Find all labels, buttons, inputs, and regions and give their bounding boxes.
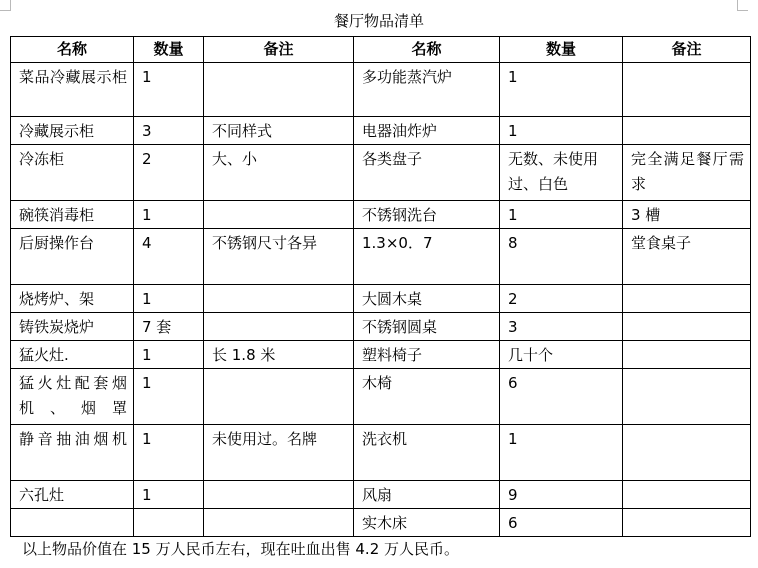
item-name: 塑料椅子 <box>354 341 500 369</box>
table-row <box>11 117 751 145</box>
item-note: 3 槽 <box>623 201 751 229</box>
item-name: 铸铁炭烧炉 <box>11 313 134 341</box>
item-quantity: 1 <box>134 201 204 229</box>
item-name: 碗筷消毒柜 <box>11 201 134 229</box>
item-quantity: 1 <box>134 63 204 117</box>
item-quantity: 9 <box>500 481 623 509</box>
item-note <box>204 313 354 341</box>
table-header-row <box>11 37 751 63</box>
item-name: 冷藏展示柜 <box>11 117 134 145</box>
inventory-table <box>10 36 751 537</box>
table-row <box>11 229 751 285</box>
item-note: 不同样式 <box>204 117 354 145</box>
item-name: 1.3×0．7 <box>354 229 500 285</box>
item-name: 洗衣机 <box>354 425 500 481</box>
item-quantity: 1 <box>500 63 623 117</box>
table-row <box>11 285 751 313</box>
item-quantity: 1 <box>500 117 623 145</box>
item-quantity: 4 <box>134 229 204 285</box>
item-note: 不锈钢尺寸各异 <box>204 229 354 285</box>
item-quantity: 1 <box>134 369 204 425</box>
item-note <box>623 313 751 341</box>
item-name: 风扇 <box>354 481 500 509</box>
item-note <box>623 117 751 145</box>
item-quantity: 3 <box>134 117 204 145</box>
item-quantity: 1 <box>134 425 204 481</box>
item-name: 烧烤炉、架 <box>11 285 134 313</box>
item-quantity: 8 <box>500 229 623 285</box>
item-note <box>204 63 354 117</box>
item-note: 未使用过。名牌 <box>204 425 354 481</box>
item-note <box>623 425 751 481</box>
item-note <box>623 63 751 117</box>
table-row <box>11 201 751 229</box>
item-name: 猛火灶配套烟机、烟罩 <box>11 369 134 425</box>
header-quantity: 数量 <box>134 37 204 63</box>
header-name: 名称 <box>354 37 500 63</box>
item-quantity: 6 <box>500 369 623 425</box>
item-note <box>623 509 751 537</box>
item-note <box>623 481 751 509</box>
item-name: 猛火灶. <box>11 341 134 369</box>
item-name: 后厨操作台 <box>11 229 134 285</box>
item-note <box>623 285 751 313</box>
item-note <box>204 285 354 313</box>
item-note: 堂食桌子 <box>623 229 751 285</box>
item-name: 菜品冷藏展示柜 <box>11 63 134 117</box>
item-quantity: 1 <box>500 201 623 229</box>
item-note <box>204 481 354 509</box>
item-name: 不锈钢洗台 <box>354 201 500 229</box>
item-note <box>204 369 354 425</box>
item-name <box>11 509 134 537</box>
footer-note: 以上物品价值在 15 万人民币左右，现在吐血出售 4.2 万人民币。 <box>22 540 460 558</box>
item-name: 电器油炸炉 <box>354 117 500 145</box>
item-name: 木椅 <box>354 369 500 425</box>
item-note <box>623 369 751 425</box>
item-note <box>204 201 354 229</box>
item-quantity: 1 <box>134 285 204 313</box>
item-name: 不锈钢圆桌 <box>354 313 500 341</box>
item-note: 长 1.8 米 <box>204 341 354 369</box>
item-quantity: 1 <box>134 481 204 509</box>
item-note: 大、小 <box>204 145 354 201</box>
header-notes: 备注 <box>204 37 354 63</box>
item-name: 大圆木桌 <box>354 285 500 313</box>
item-name: 各类盘子 <box>354 145 500 201</box>
table-row <box>11 313 751 341</box>
item-quantity: 几十个 <box>500 341 623 369</box>
item-quantity: 7 套 <box>134 313 204 341</box>
item-name: 六孔灶 <box>11 481 134 509</box>
header-notes: 备注 <box>623 37 751 63</box>
item-name: 实木床 <box>354 509 500 537</box>
item-quantity: 无数、未使用过、白色 <box>500 145 623 201</box>
table-row <box>11 145 751 201</box>
item-name: 冷冻柜 <box>11 145 134 201</box>
item-note: 完全满足餐厅需求 <box>623 145 751 201</box>
item-quantity: 1 <box>500 425 623 481</box>
item-quantity: 3 <box>500 313 623 341</box>
item-quantity: 2 <box>134 145 204 201</box>
header-name: 名称 <box>11 37 134 63</box>
item-note <box>204 509 354 537</box>
table-row <box>11 481 751 509</box>
item-quantity: 1 <box>134 341 204 369</box>
header-quantity: 数量 <box>500 37 623 63</box>
item-name: 静音抽油烟机 <box>11 425 134 481</box>
item-name: 多功能蒸汽炉 <box>354 63 500 117</box>
item-quantity: 2 <box>500 285 623 313</box>
item-quantity <box>134 509 204 537</box>
item-quantity: 6 <box>500 509 623 537</box>
table-row <box>11 509 751 537</box>
table-row <box>11 63 751 117</box>
item-note <box>623 341 751 369</box>
document-title: 餐厅物品清单 <box>333 12 424 30</box>
table-row <box>11 369 751 425</box>
table-row <box>11 341 751 369</box>
table-row <box>11 425 751 481</box>
